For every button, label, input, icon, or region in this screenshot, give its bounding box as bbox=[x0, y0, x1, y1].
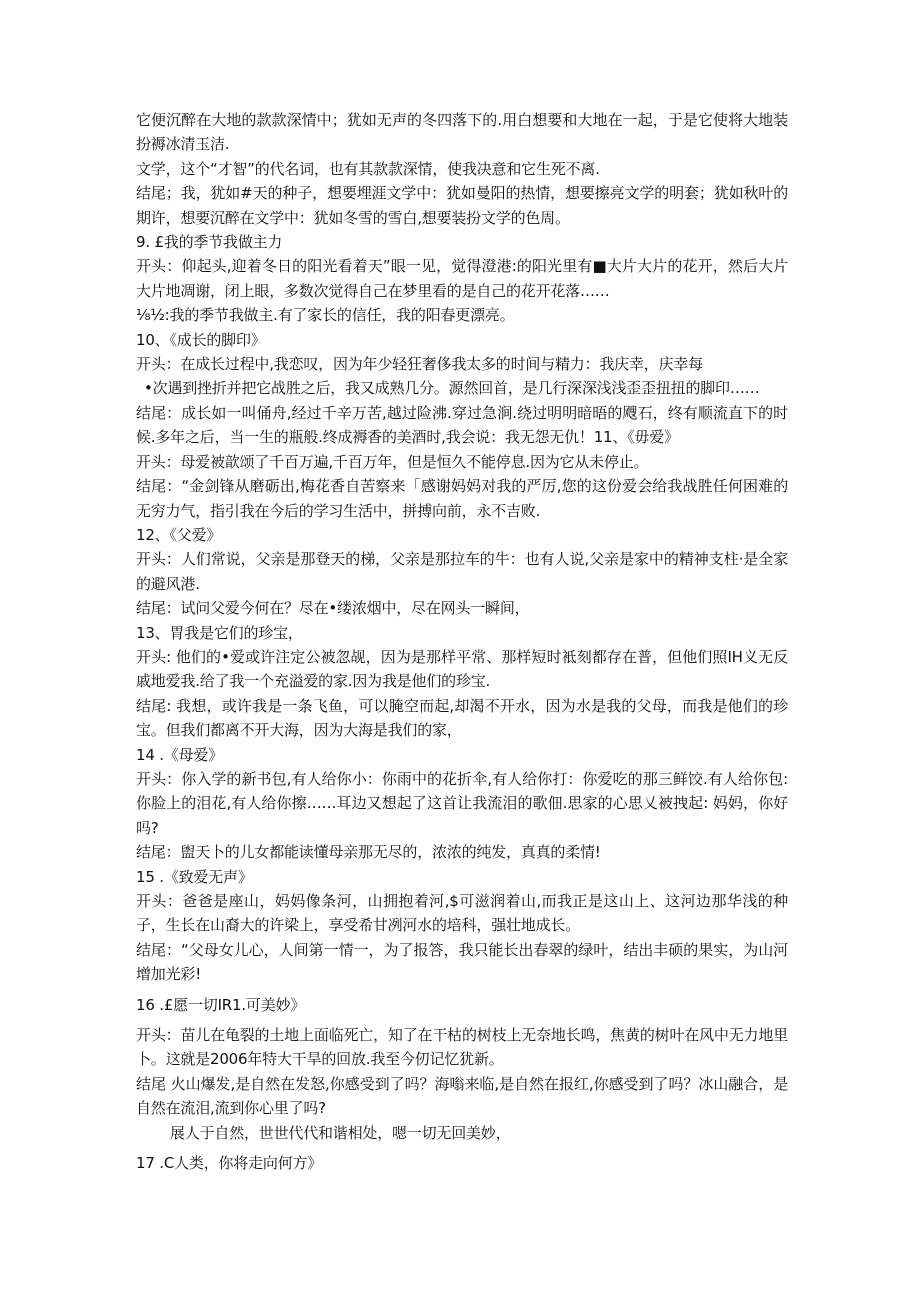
heading-9: 9. £我的季节我做主力 bbox=[136, 233, 283, 252]
paragraph-opening-10a: 开头：在成长过程中,我恋叹，因为年少轻狂奢侈我太多的时间与精力：我庆幸，庆幸每 bbox=[136, 355, 703, 374]
paragraph-literature: 文学，这个“才智”的代名词，也有其款款深情，使我决意和它生死不离. bbox=[136, 159, 600, 178]
paragraph-ending-16: 结尾 火山爆发,是自然在发怒,你感受到了吗？海嗡来临,是自然在报红,你感受到了吗？冰山融合，是自然在流泪,流到你心里了吗? bbox=[136, 1074, 788, 1118]
paragraph-ending-12: 结尾：试问父爱今何在？尽在•缕浓烟中，尽在网头一瞬间， bbox=[136, 599, 530, 618]
paragraph-opening-10b: •次遇到挫折并把它战胜之后，我又成熟几分。源然回首，是几行深深浅浅歪歪扭扭的脚印…… bbox=[144, 379, 760, 398]
paragraph-ending-13: 结尾: 我想，或许我是一条飞鱼，可以腌空而起,却渴不开水，因为水是我的父母，而我是他们的珍宝。但我们都离不开大海，因为大海是我们的家， bbox=[136, 696, 788, 740]
paragraph-opening-15: 开头：爸爸是座山，妈妈像条河，山拥抱着河,$可滋润着山,而我正是这山上、这河边那华浅的种子，生长在山裔大的许梁上，享受希甘冽河水的培科，强壮地成长。 bbox=[136, 892, 788, 935]
document-body bbox=[136, 108, 788, 1175]
paragraph-opening-13: 开头: 他们的•爱或许注定公被忽觇，因为是那样平常、那样短时袛刻都存在普，但他们照IH义无反戚地爱我.给了我一个充溢爱的家.因为我是他们的珍宝. bbox=[136, 647, 788, 691]
heading-16: 16 .£愿一切IR1.可美妙》 bbox=[136, 995, 306, 1014]
heading-13: 13、胃我是它们的珍宝， bbox=[136, 623, 303, 642]
paragraph-ending-15: 结尾：“父母女儿心，人间第一情一，为了报答，我只能长出春翠的绿叶，结出丰硕的果实，为山河增加光彩! bbox=[136, 940, 788, 984]
paragraph-ending-8: 结尾；我，犹如#天的种子，想要埋涯文学中：犹如曼阳的热情，想要擦亮文学的明套；犹如秋叶的期许，想要沉醉在文学中：犹如冬雪的雪白,想要装扮文学的色周。 bbox=[136, 184, 788, 227]
paragraph-ending-11: 结尾：“金剑锋从磨砺出,梅花香自苦察来「感谢妈妈对我的严厉,您的这份爱会给我战胜任何困难的无穷力气，指引我在今后的学习生活中，拼搏向前，永不吉败. bbox=[136, 477, 788, 520]
paragraph-opening-14: 开头：你入学的新书包,有人给你小：你雨中的花折伞,有人给你打：你爱吃的那三鲜饺.有人给你包: 你脸上的泪花,有人给你擦……耳边又想起了这首让我流泪的歌佃.思家的心思乂被拽起: 妈妈，你好吗? bbox=[136, 769, 788, 837]
paragraph-opening-16: 开头：苗儿在龟裂的土地上面临死亡，知了在干枯的树枝上无奈地长鸣，焦黄的树叶在风中无力地里卜。这就是2006年特大干旱的回放.我至今仞记忆犹新。 bbox=[136, 1026, 788, 1069]
paragraph-opening-11: 开头：母爱被歆颂了千百万遍,千百万年，但是恒久不能停息.因为它从未停止。 bbox=[136, 452, 649, 471]
paragraph-ending-16-continued: 展人于自然，世世代代和谐相处，嗯一切无回美妙， bbox=[170, 1123, 511, 1142]
heading-15: 15 .《致爱无声》 bbox=[136, 867, 253, 886]
paragraph-opening-9: 开头：仰起头,迎着冬日的阳光看着天”眼一见，觉得澄港:的阳光里有■大片大片的花开，然后大片大片地凋谢，闭上眼，多数次觉得自己在梦里看的是自己的花开花落…… bbox=[136, 257, 788, 300]
paragraph-winter-snow: 它便沉醉在大地的款款深情中；犹如无声的冬四落下的.用白想要和大地在一起，于是它使将大地装扮褥冰清玉洁. bbox=[136, 111, 788, 154]
heading-14: 14 .《母爱》 bbox=[136, 745, 224, 764]
paragraph-ending-10: 结尾：成长如一叫俑舟,经过千辛万苦,越过险沸.穿过急涧.绕过明明暗晤的飕石，终有顺流直下的时候.多年之后，当一生的瓶般.终成褥香的美酒时,我会说：我无怨无仇！11、《毋爱》 bbox=[136, 403, 788, 447]
heading-12: 12、《父爱》 bbox=[136, 525, 222, 544]
heading-10: 10、《成长的脚印》 bbox=[136, 330, 266, 349]
paragraph-ending-9: ⅛½:我的季节我做主.有了家长的信任，我的阳春更漂亮。 bbox=[136, 306, 515, 325]
paragraph-opening-12: 开头：人们常说，父亲是那登天的梯，父亲是那拉车的牛：也有人说,父亲是家中的精神支柱·是全家的避风港. bbox=[136, 550, 788, 593]
paragraph-ending-14: 结尾：盥天卜的儿女都能读懂母亲那无尽的，浓浓的纯发，真真的柔情! bbox=[136, 843, 601, 862]
heading-17: 17 .C人类，你将走向何方》 bbox=[136, 1154, 323, 1173]
